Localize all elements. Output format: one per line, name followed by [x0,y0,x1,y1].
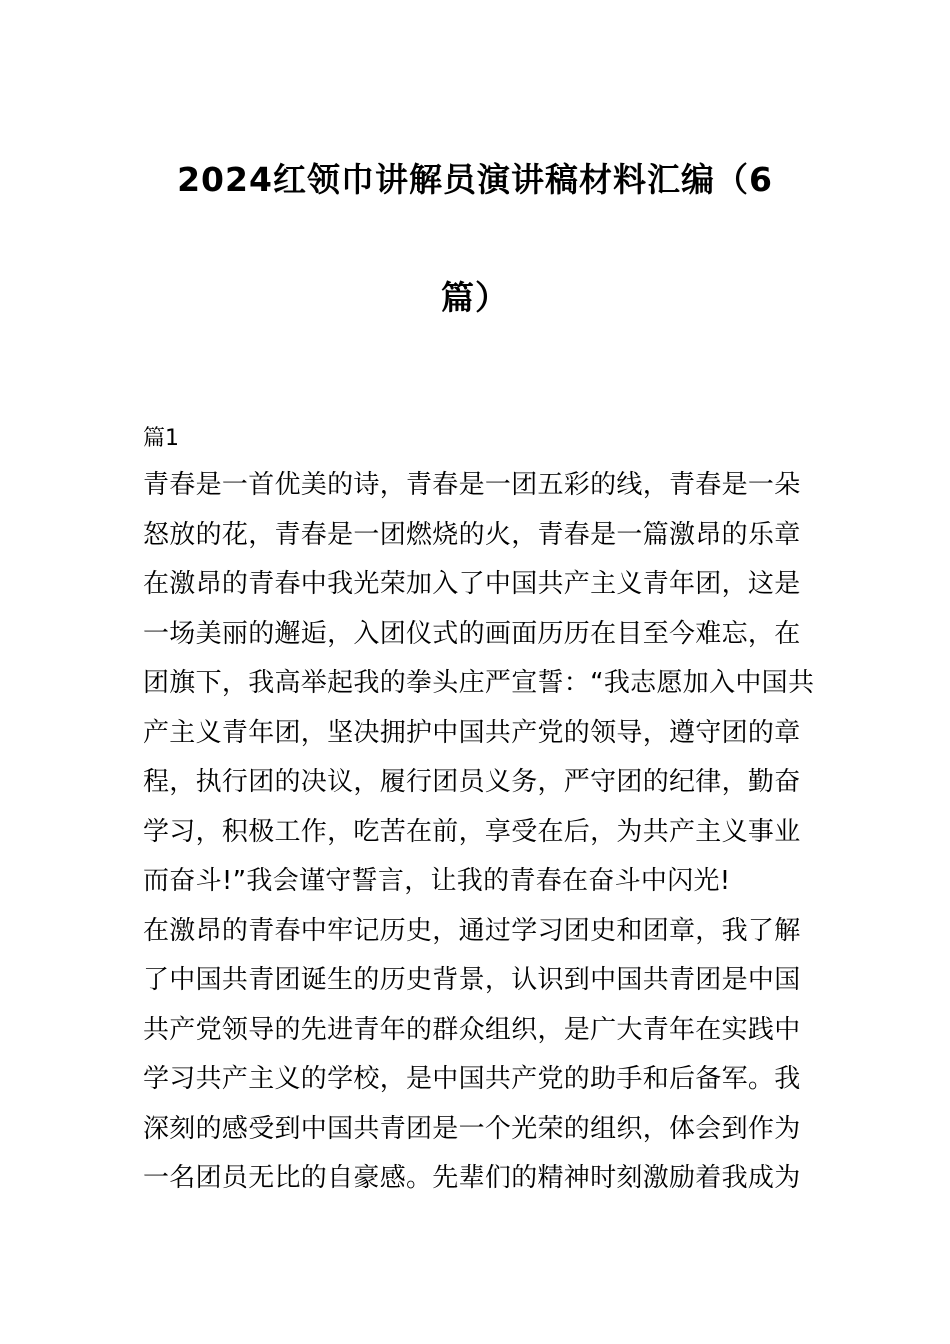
body-line: 而奋斗!”我会谨守誓言，让我的青春在奋斗中闪光! [143,866,731,896]
body-line: 在激昂的青春中牢记历史，通过学习团史和团章，我了解 [143,915,801,946]
body-line: 深刻的感受到中国共青团是一个光荣的组织，体会到作为 [143,1113,801,1144]
body-line: 了中国共青团诞生的历史背景，认识到中国共青团是中国 [143,965,801,995]
body-line: 学习，积极工作，吃苦在前，享受在后，为共产主义事业 [143,816,801,847]
document-title-line-1: 2024红领巾讲解员演讲稿材料汇编（6 [177,160,773,199]
body-line: 一场美丽的邂逅，入团仪式的画面历历在目至今难忘，在 [143,618,801,649]
document-title-line-2: 篇） [441,278,509,317]
body-line: 一名团员无比的自豪感。先辈们的精神时刻激励着我成为 [143,1163,801,1193]
document-body [143,417,813,1204]
body-line: 产主义青年团，坚决拥护中国共产党的领导，遵守团的章 [143,717,801,748]
body-line: 在激昂的青春中我光荣加入了中国共产主义青年团，这是 [143,569,801,599]
body-line: 团旗下，我高举起我的拳头庄严宣誓：“我志愿加入中国共 [143,668,815,698]
body-line: 青春是一首优美的诗，青春是一团五彩的线，青春是一朵 [143,470,801,500]
body-line: 学习共产主义的学校，是中国共产党的助手和后备军。我 [143,1064,801,1094]
body-line: 怒放的花，青春是一团燃烧的火，青春是一篇激昂的乐章 [143,519,801,550]
section-label: 篇1 [143,426,179,451]
body-line: 共产党领导的先进青年的群众组织，是广大青年在实践中 [143,1014,801,1045]
body-line: 程，执行团的决议，履行团员义务，严守团的纪律，勤奋 [143,767,801,797]
